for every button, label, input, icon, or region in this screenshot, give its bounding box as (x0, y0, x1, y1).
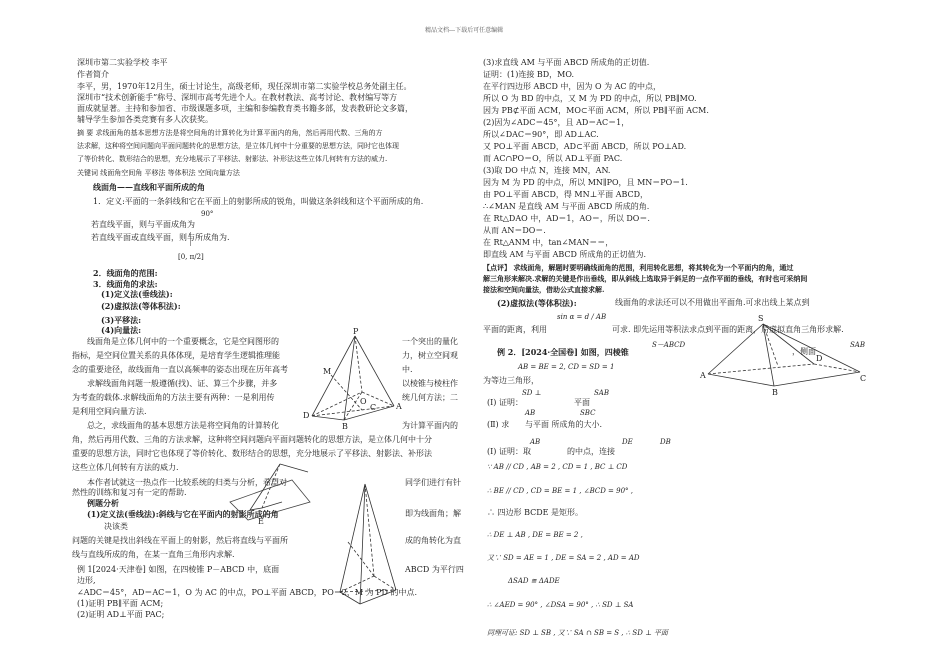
proof-line-5: (2)因为∠ADC＝45°，且 AD＝AC＝1， (483, 118, 630, 127)
example-2-p1-db: DB (660, 438, 671, 446)
label-D: D (303, 411, 310, 420)
range-fraction: [0, π/2] (178, 253, 204, 261)
proof-row-2: ∴ BE // CD , CD = BE = 1 , ∠BCD = 90° , (487, 487, 634, 495)
proof-line-2: 在平行四边形 ABCD 中，因为 O 为 AC 的中点， (483, 82, 662, 91)
label-E: E (258, 517, 264, 526)
proof-line-13: 在 Rt△DAO 中，AD＝1，AO＝，所以 DO＝. (483, 214, 650, 223)
example-1-right: ABCD 为平行四 (405, 565, 464, 574)
para1-line-5: 为考查的载体.求解线面角的方法主要有两种：一是利用传 (72, 393, 275, 402)
proof-line-16: 即直线 AM 与平面 ABCD 所成角的正切值为. (483, 250, 647, 259)
label-O: O (360, 397, 367, 406)
proof-line-8: 而 AC∩PO＝O，所以 AD⊥平面 PAC. (483, 154, 623, 163)
range-title: 2．线面角的范围: (93, 268, 158, 278)
perp-case: 若直线平面，则与平面成角为 (91, 220, 195, 229)
para3-right: 同学们进行有针 (405, 478, 461, 487)
method-2: (2)虚拟法(等体积法): (101, 301, 181, 311)
example-2-title: 例 2．[2024·全国卷] 如图，四棱锥 (497, 347, 629, 357)
label-P: P (353, 327, 359, 336)
proof-line-7: 又 PO⊥平面 ABCD，AD⊂平面 ABCD，所以 PO⊥AD. (483, 142, 687, 151)
abstract-line-2: 法求解，这种将空间问题向平面问题转化的思想方法，是立体几何中十分重要的思想方法，同时它也体现 (77, 142, 399, 150)
example-2-q2: (Ⅱ) 求 (487, 420, 510, 429)
q3-line: (3)求直线 AM 与平面 ABCD 所成角的正切值. (483, 58, 650, 67)
example-2-q2-sbc: SBC (580, 409, 596, 417)
proof-row-5: 又∵ SD = AE = 1 , DE = SA = 2 , AD = AD (487, 554, 640, 562)
para1-right-1: 一个突出的量化 (402, 337, 458, 346)
example-2-p1-ab: AB (530, 438, 541, 446)
example-2-q1: (Ⅰ) 证明： (487, 398, 523, 407)
example-2-p1-de: DE (622, 438, 633, 446)
example-1-line-1: 例 1[2024·天津卷] 如图，在四棱锥 P－ABCD 中，底面 (77, 565, 280, 574)
example-2-q2-text: 与平面 所成角的大小. (525, 420, 603, 429)
definition-method-line-2: 决该类 (104, 522, 128, 531)
intro-title: 作者简介 (77, 70, 109, 79)
definition-method-right-2: 成的角转化为直 (405, 536, 461, 545)
method-1: (1)定义法(垂线法): (101, 289, 173, 299)
intro-line-2: 深圳市“技术创新能手”称号、深圳市高考先进个人。在教材教法、高考讨论、教材编写等方 (77, 93, 398, 102)
label-C2: C (860, 374, 867, 383)
proof-row-8: 同理可证: SD ⊥ SB , 又∵ SA ∩ SB = S , ∴ SD ⊥ 平面 (487, 629, 668, 637)
para2-line-4: 这些立体几何转有方法的威力. (72, 463, 179, 472)
pyramid-figure-1 (300, 327, 402, 431)
example-2-q1-plane: 平面 (574, 398, 590, 407)
virtual-method-text-3: 可求. 即先运用等积法求点到平面的距离，后虚拟直角三角形求解. (612, 325, 844, 334)
para2-line-1: 总之，求线面角的基本思想方法是将空间角的计算转化 (87, 421, 279, 430)
intro-line-4: 辅导学生参加各类竞赛有多人次获奖。 (77, 115, 213, 124)
para1-right-2: 力，树立空间观 (402, 351, 458, 360)
proof-line-6: 所以∠DAC＝90°，即 AD⊥AC. (483, 130, 599, 139)
proof-line-9: (3)取 DO 中点 N，连接 MN，AN. (483, 166, 611, 175)
deg-90: 90° (201, 210, 214, 218)
proof-row-3: ∴ 四边形 BCDE 是矩形。 (487, 508, 584, 517)
definition-1: 1．定义:平面的一条斜线和它在平面上的射影所成的锐角，叫做这条斜线和这个平面所成的角. (93, 197, 424, 206)
comment-line-3: 接法和空间向量法，借助公式直接求解. (483, 285, 605, 294)
abstract-line-3: 了等价转化、数形结合的思想，充分地展示了平移法、射影法、补形法这些立体几何转有方法的威力. (77, 155, 388, 163)
section-title: 线面角——直线和平面所成的角 (93, 182, 205, 192)
proof-row-4: ∴ DE ⊥ AB , DE = BE = 2 , (487, 531, 583, 539)
school-line: 深圳市第二实验学校 李平 (77, 58, 168, 67)
example-2-sab: SAB (850, 341, 865, 349)
definition-method-line-4: 线与直线所成的角，在某一直角三角形内求解. (72, 550, 235, 559)
example-2-p1: (Ⅰ) 证明：取 (487, 447, 531, 456)
keywords: 关键词 线面角空间角 平移法 等体积法 空间向量方法 (77, 169, 240, 177)
example-analysis-title: 例题分析 (87, 498, 119, 508)
proof-line-3: 所以 O 为 BD 的中点，又 M 为 PD 的中点，所以 PB∥MO. (483, 94, 697, 103)
page-header: 精品文档---下载后可任意编辑 (425, 27, 504, 34)
example-2-q1-sab: SAB (594, 389, 609, 397)
para2-right: 为计算平面内的 (402, 421, 458, 430)
label-M: M (323, 367, 332, 376)
label-B2: B (772, 388, 778, 397)
label-B: B (342, 422, 348, 431)
example-2-equation: AB = BE = 2, CD = SD = 1 (518, 363, 615, 371)
example-2-p1-mid: 的中点，连接 (567, 447, 615, 456)
example-2-right: ，侧面 (792, 347, 816, 356)
comment-line-1: 【点评】 求线面角，解题时要明确线面角的范围，利用转化思想，将其转化为一个平面内的角，通过 (483, 263, 794, 272)
abstract-line-1: 摘 要 求线面角的基本思想方法是将空间角的计算转化为计算平面内的角，然后再用代数、三角的方 (77, 129, 383, 137)
parallel-case: 若直线平面或直线平面，则与所成角为. (91, 233, 230, 242)
example-1-question-1: (1)证明 PB∥平面 ACM; (77, 599, 164, 608)
example-2-sabcd: S－ABCD (652, 341, 686, 349)
para1-right-5: 统几何方法；二 (402, 393, 458, 402)
example-2-triangle: 为等边三角形， (483, 376, 539, 385)
definition-method-title: (1)定义法(垂线法):斜线与它在平面内的射影所成的角 (87, 509, 279, 519)
intro-line-1: 李平，男，1970年12月生，硕士讨论生，高级老师，现任深圳市第二实验学校总务处副主任。 (77, 82, 412, 91)
proof-line-1: 证明：(1)连接 BD，MO. (483, 70, 574, 79)
para1-right-3: 中. (402, 365, 413, 374)
example-1-line-2: 边形, (77, 576, 96, 585)
virtual-method-text-2: 平面的距离，利用 (483, 325, 547, 334)
pyramid-figure-3 (330, 480, 400, 610)
proof-row-1: ∵ AB // CD , AB = 2 , CD = 1 , BC ⊥ CD (487, 463, 628, 471)
comment-line-2: 解三角形来解决.求解的关键是作出垂线，即从斜线上选取异于斜足的一点作平面的垂线，有时也可采纳间 (483, 274, 808, 283)
virtual-method-title: (2)虚拟法(等体积法): (497, 298, 577, 308)
definition-method-line-3: 问题的关键是找出斜线在平面上的射影，然后将直线与平面所 (72, 536, 288, 545)
label-A: A (396, 402, 402, 411)
pyramid-1-edges (312, 336, 394, 420)
proof-line-14: 从而 AN＝DO＝. (483, 226, 546, 235)
proof-line-10: 因为 M 为 PD 的中点，所以 MN∥PO，且 MN＝PO＝1. (483, 178, 688, 187)
para3-line-1: 本作者试就这一热点作一比较系统的归类与分析，希望对 (87, 478, 287, 487)
definition-method-right: 即为线面角；解 (405, 509, 461, 518)
method-title: 3．线面角的求法: (93, 279, 158, 289)
proof-line-11: 由 PO⊥平面 ABCD，得 MN⊥平面 ABCD， (483, 190, 649, 199)
virtual-method-text: 线面角的求法还可以不用做出平面角.可求出线上某点到 (615, 298, 810, 307)
proof-line-15: 在 Rt△ANM 中，tan∠MAN＝＝， (483, 238, 614, 247)
para2-line-3: 重要的思想方法，同时它也体现了等价转化、数形结合的思想，充分地展示了平移法、射影法、补形法 (72, 449, 432, 458)
pyramid-figure-example-2 (700, 314, 867, 397)
example-2-q1-sd: SD ⊥ (522, 389, 542, 397)
para1-line-4: 求解线面角问题一般遵循(找)、证、算三个步骤，并多 (87, 379, 278, 388)
example-1-line-3: ∠ADC＝45°，AD＝AC＝1，O 为 AC 的中点，PO⊥平面 ABCD，PO＝2，M 为 PD 的中点. (77, 588, 417, 597)
para1-line-2: 指标，是空间位置关系的具体体现，是培育学生逻辑推理能 (72, 351, 280, 360)
label-D2: D (816, 354, 823, 363)
example-1-question-2: (2)证明 AD⊥平面 PAC; (77, 610, 165, 619)
example-2-q2-ab: AB (525, 409, 536, 417)
intro-line-3: 面成就显著。主持和参加省、市级课题多项，主编和参编教育类书籍多部，发表教研论文多篇， (77, 104, 413, 113)
label-A2: A (700, 371, 706, 380)
para1-line-6: 是利用空间向量方法. (72, 407, 147, 416)
proof-row-7: ∴ ∠AED = 90° , ∠DSA = 90° , ∴ SD ⊥ SA (487, 601, 634, 609)
para1-line-1: 线面角是立体几何中的一个重要概念，它是空间图形的 (87, 337, 279, 346)
method-4: (4)向量法: (101, 325, 142, 335)
para2-line-2: 角，然后再用代数、三角的方法求解，这种将空间问题向平面问题转化的思想方法，是立体几何中十分 (72, 435, 432, 444)
label-C: C (370, 403, 377, 412)
para3-line-2: 然性的训练和复习有一定的帮助. (72, 488, 187, 497)
proof-row-6: ΔSAD ≅ ΔADE (508, 577, 560, 585)
method-3: (3)平移法: (101, 315, 142, 325)
slant-figure-2 (222, 462, 312, 526)
sin-formula: sin α = d / AB (557, 313, 607, 321)
label-S: S (758, 314, 764, 323)
para1-right-4: 以棱锥与棱柱作 (402, 379, 458, 388)
proof-line-4: 因为 PB⊄平面 ACM，MO⊂平面 ACM，所以 PB∥平面 ACM. (483, 106, 709, 115)
proof-line-12: ∴∠MAN 是直线 AM 与平面 ABCD 所成的角. (483, 202, 650, 211)
para1-line-3: 念的重要途径，故线面角一直以高频率的姿态出现在历年高考 (72, 365, 288, 374)
